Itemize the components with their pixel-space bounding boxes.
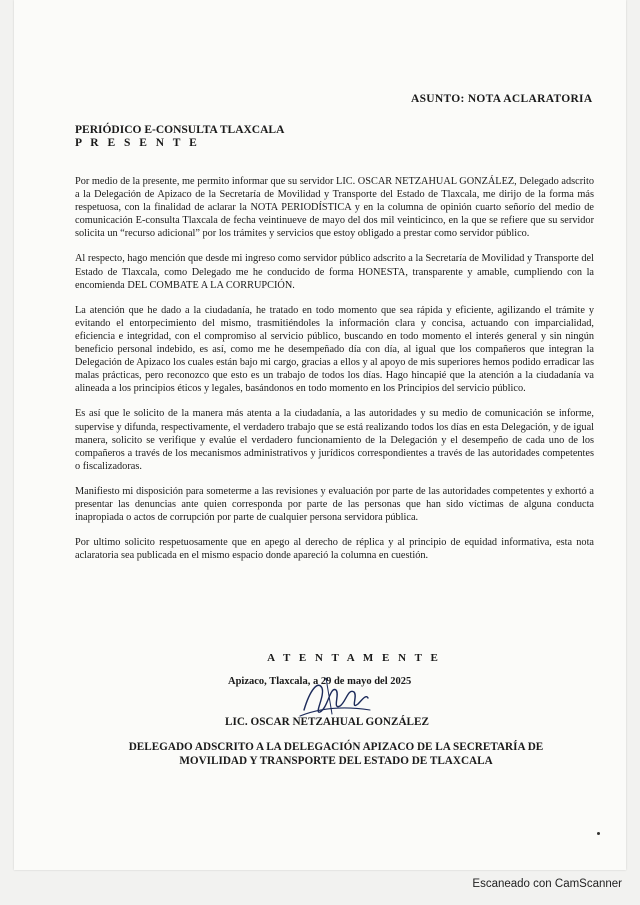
place-date: Apizaco, Tlaxcala, a 29 de mayo del 2025 [228, 676, 412, 687]
paragraph-5: Manifiesto mi disposición para someterme a las revisiones y evaluación por parte de las autoridades competentes y exhortó a presentar las denuncias ante quien corresponda por parte de las personas que han sido víctimas de alguna conducta inapropiada o actos de corrupción por parte de cualquier persona servidora pública. [75, 485, 594, 524]
signer-role [106, 740, 566, 768]
signer-role-line-1: DELEGADO ADSCRITO A LA DELEGACIÓN APIZACO DE LA SECRETARÍA DE [128, 741, 544, 753]
handwritten-signature [296, 670, 372, 722]
recipient-presente: P R E S E N T E [75, 137, 200, 149]
recipient-block [75, 124, 284, 150]
paragraph-3: La atención que he dado a la ciudadanía, he tratado en todo momento que sea rápida y eficiente, agilizando el trámite y evitando el entorpecimiento del mismo, trasmitiéndoles la información clara y concisa, actuando con imparcialidad, eficiencia e integridad, con el compromiso al servicio público, buscando en todo momento el interés general y sin ningún beneficio personal indebido, es así, como me he desempeñado día con día, al igual que los compañeros que integran la Delegación de Apizaco los cuales están bajo mi cargo, gracias a ellos y al apoyo de mis superiores hemos podido erradicar las malas prácticas, pero reconozco que esto es un trabajo de todos los días. Hago hincapié que la atención a la ciudadanía va alineada a los principios éticos y legales, basándonos en todo momento en los Principios del servicio público. [75, 304, 594, 395]
paragraph-4: Es así que le solicito de la manera más atenta a la ciudadanía, a las autoridades y su medio de comunicación se informe, supervise y difunda, respectivamente, el verdadero trabajo que se está realizando todos los días en esta Delegación, y de igual manera, solicito se verifique y evalúe el verdadero funcionamiento de la Delegación y el desempeño de cada uno de los compañeros a través de los mecanismos administrativos y jurídicos correspondientes a través de las autoridades competentes o fiscalizadoras. [75, 408, 594, 472]
signer-name: LIC. OSCAR NETZAHUAL GONZÁLEZ [225, 716, 429, 728]
subject-line: ASUNTO: NOTA ACLARATORIA [411, 93, 593, 105]
letter-body [75, 175, 594, 574]
closing-salutation [194, 652, 514, 664]
scanner-watermark: Escaneado con CamScanner [472, 878, 622, 890]
letter-page [14, 0, 626, 870]
page-speck [597, 832, 600, 835]
recipient-name: PERIÓDICO E-CONSULTA TLAXCALA [75, 124, 285, 136]
paragraph-6: Por ultimo solicito respetuosamente que en apego al derecho de réplica y al principio de equidad informativa, esta nota aclaratoria sea publicada en el mismo espacio donde apareció la columna en cuestión. [75, 537, 594, 562]
closing-text: A T E N T A M E N T E [267, 652, 441, 664]
paragraph-2: Al respecto, hago mención que desde mi ingreso como servidor público adscrito a la Secretaría de Movilidad y Transporte del Estado de Tlaxcala, como Delegado me he conducido de forma HONESTA, transparente y amable, cumpliendo con la encomienda DEL COMBATE A LA CORRUPCIÓN. [75, 253, 594, 291]
paragraph-1: Por medio de la presente, me permito informar que su servidor LIC. OSCAR NETZAHUAL GONZÁLEZ, Delegado adscrito a la Delegación de Apizaco de la Secretaría de Movilidad y Transporte del Estado de Tlaxcala, me dirijo de la forma más respetuosa, con la finalidad de aclarar la NOTA PERIODÍSTICA y en la columna de opinión cuarto señorío del medio de comunicación E-consulta Tlaxcala de fecha veintinueve de mayo del dos mil veinticinco, en la que se refiere que su servidor solicita un “recurso adicional” por los trámites y servicios que estoy obligado a prestar como servidor público. [75, 176, 594, 240]
signer-role-line-2: MOVILIDAD Y TRANSPORTE DEL ESTADO DE TLAXCALA [179, 755, 493, 767]
